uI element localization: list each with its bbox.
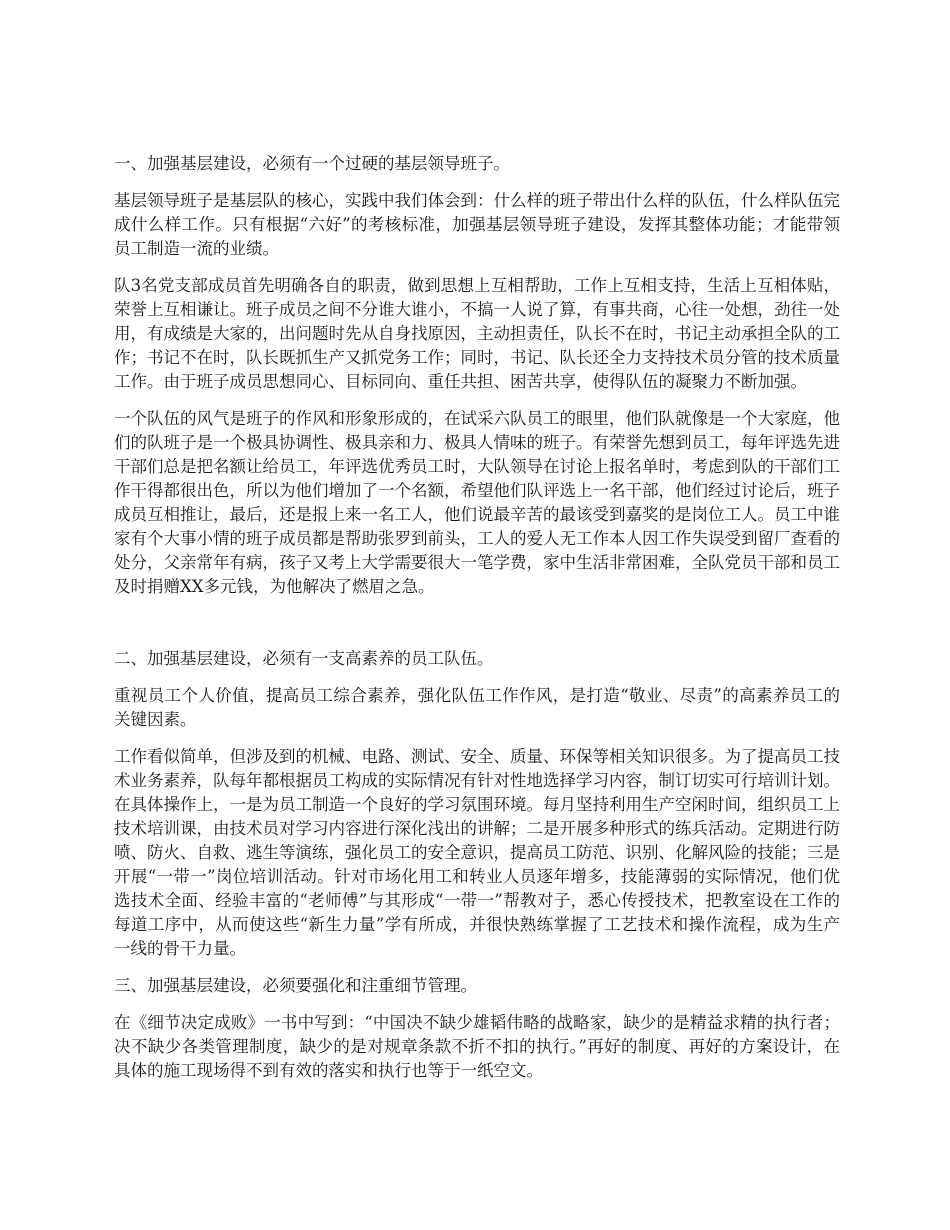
section2-heading: 二、加强基层建设，必须有一支高素养的员工队伍。 bbox=[114, 649, 494, 668]
section-spacer bbox=[114, 612, 840, 647]
section3-heading: 三、加强基层建设，必须要强化和注重细节管理。 bbox=[114, 976, 477, 995]
section1-paragraph-3: 一个队伍的风气是班子的作风和形象形成的，在试采六队员工的眼里，他们队就像是一个大家庭，他们的队班子是一个极具协调性、极具亲和力、极具人情味的班子。有荣誉先想到员工，每年评选先进干部们总是把名额让给员工，年评选优秀员工时，大队领导在讨论上报名单时，考虑到队的干部们工作干得都很出色，所以为他们增加了一个名额，希望他们队评选上一名干部，他们经过讨论后，班子成员互相推让，最后，还是报上来一名工人，他们说最辛苦的最该受到嘉奖的是岗位工人。员工中谁家有个大事小情的班子成员都是帮助张罗到前头，工人的爱人无工作本人因工作失误受到留厂查看的处分，父亲常年有病，孩子又考上大学需要很大一笔学费，家中生活非常困难，全队党员干部和员工及时捐赠XX多元钱，为他解决了燃眉之急。 bbox=[114, 409, 840, 596]
document-body bbox=[114, 152, 840, 1096]
section1-paragraph-2: 队3名党支部成员首先明确各自的职责，做到思想上互相帮助，工作上互相支持，生活上互相体贴，荣誉上互相谦让。班子成员之间不分谁大谁小，不搞一人说了算，有事共商，心往一处想，劲往一处用，有成绩是大家的，出问题时先从自身找原因，主动担责任，队长不在时，书记主动承担全队的工作；书记不在时，队长既抓生产又抓党务工作；同时，书记、队长还全力支持技术员分管的技术质量工作。由于班子成员思想同心、目标同向、重任共担、困苦共享，使得队伍的凝聚力不断加强。 bbox=[114, 276, 840, 391]
section3-paragraph-1: 在《细节决定成败》一书中写到：“中国决不缺少雄韬伟略的战略家，缺少的是精益求精的执行者；决不缺少各类管理制度，缺少的是对规章条款不折不扣的执行。”再好的制度、再好的方案设计，在具体的施工现场得不到有效的落实和执行也等于一纸空文。 bbox=[114, 1013, 840, 1080]
section1-paragraph-1: 基层领导班子是基层队的核心，实践中我们体会到：什么样的班子带出什么样的队伍，什么样队伍完成什么样工作。只有根据“六好”的考核标准，加强基层领导班子建设，发挥其整体功能；才能带领员工制造一流的业绩。 bbox=[114, 191, 840, 258]
section2-paragraph-1: 重视员工个人价值，提高员工综合素养，强化队伍工作作风，是打造“敬业、尽责”的高素养员工的关键因素。 bbox=[114, 686, 840, 729]
section1-heading: 一、加强基层建设，必须有一个过硬的基层领导班子。 bbox=[114, 154, 510, 173]
section2-paragraph-2: 工作看似简单，但涉及到的机械、电路、测试、安全、质量、环保等相关知识很多。为了提高员工技术业务素养，队每年都根据员工构成的实际情况有针对性地选择学习内容，制订切实可行培训计划。在具体操作上，一是为员工制造一个良好的学习氛围环境。每月坚持利用生产空闲时间，组织员工上技术培训课，由技术员对学习内容进行深化浅出的讲解；二是开展多种形式的练兵活动。定期进行防喷、防火、自救、逃生等演练，强化员工的安全意识，提高员工防范、识别、化解风险的技能；三是开展“一带一”岗位培训活动。针对市场化用工和转业人员逐年增多，技能薄弱的实际情况，他们优选技术全面、经验丰富的“老师傅”与其形成“一带一”帮教对子，悉心传授技术，把教室设在工作的每道工序中，从而使这些“新生力量”学有所成，并很快熟练掌握了工艺技术和操作流程，成为生产一线的骨干力量。 bbox=[114, 747, 840, 958]
